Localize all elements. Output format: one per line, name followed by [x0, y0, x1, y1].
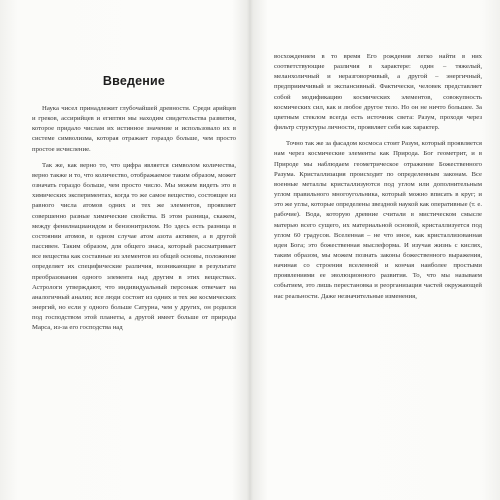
paragraph: Точно так же за фасадом космоса стоит Разум, который проявляется нам через космические элементы как Природа. Бог геометрит, и в Природе мы наблюдаем геометрическое отражение Божественного Разума. Кристаллизация происходит по определенным законам. Все военные металлы кристаллизуются под углом или дополнительным углом правильного многоугольника, который можно вписать в круг; и это же углы, которые определены звездной наукой как оперативные (т. е. рабочие). Вода, которую древние считали в мистическом смысле матерью всего сущего, их материальной основой, кристаллизуется под углом 60 градусов. Вселенная – не что иное, как кристаллизованная идея Бога; это божественная мыслеформа. И изучая жизнь с кислях, таким образом, мы можем познать законы божественного выражения, начиная со строения вселенной и кончая наиболее простыми проявлениями ее эволюционного развития. То, что мы называем событием, это лишь перестановка и реорганизация частей окружающей нас реальности. Даже незначительные изменения, [274, 140, 482, 300]
chapter-heading: Введение [102, 74, 166, 88]
paragraph: восхождением в то время Его рождения легко найти в них соответствующие различия в характере: один – тяжелый, меланхоличный и неразговорчивый, а другой – энергичный, предприимчивый и экспансивный. Фактически, человек представляет собой модификацию космических элементов, совокупность космических сил, как и любое другое тело. Но он не ничто большее. За цветным стеклом всегда есть источник света: Разум, проходя через фильтр структуры личности, проявляет себя как характер. [274, 53, 482, 132]
paragraph: Наука чисел принадлежит глубочайшей древности. Среди арийцев и греков, ассирийцев и египтян мы находим свидетельства развития, которое придало числам их истинное значение и использовало их в системе символизма, которая отражает гораздо больше, чем просто простое исчисление. [32, 105, 236, 153]
right-page [250, 0, 500, 500]
paragraph: Так же, как верно то, что цифра является символом количества, верно также и то, что количество, отображаемое таким образом, может означать гораздо больше, чем просто число. Мы можем видеть это в химических экспериментах, когда то же самое вещество, состоящее из равного числа атомов одних и тех же элементов, проявляет совершенно разные химические свойства. В этом разница, скажем, между фенилнацианидом и бензонитрилом. Но здесь есть разница в состоянии атомов, в одном случае атом азота активен, а в другой пассивен. Таким образом, для общего знаса, который рассматривает все вещества как составные из элементов из общей основы, положение определяет их специфические различия, возникающие в результате преобразования одного элемента над другим в этих веществах. Астрологи утверждают, что индивидуальный персонаж отвечает на аналогичный анализ; все люди состоят из одних и тех же космических энергий, но если у одного больше Сатурна, чем у других, он родился под господством этой планеты, а другой имеет больше от природы Марса, из-за его господства над [32, 161, 236, 332]
